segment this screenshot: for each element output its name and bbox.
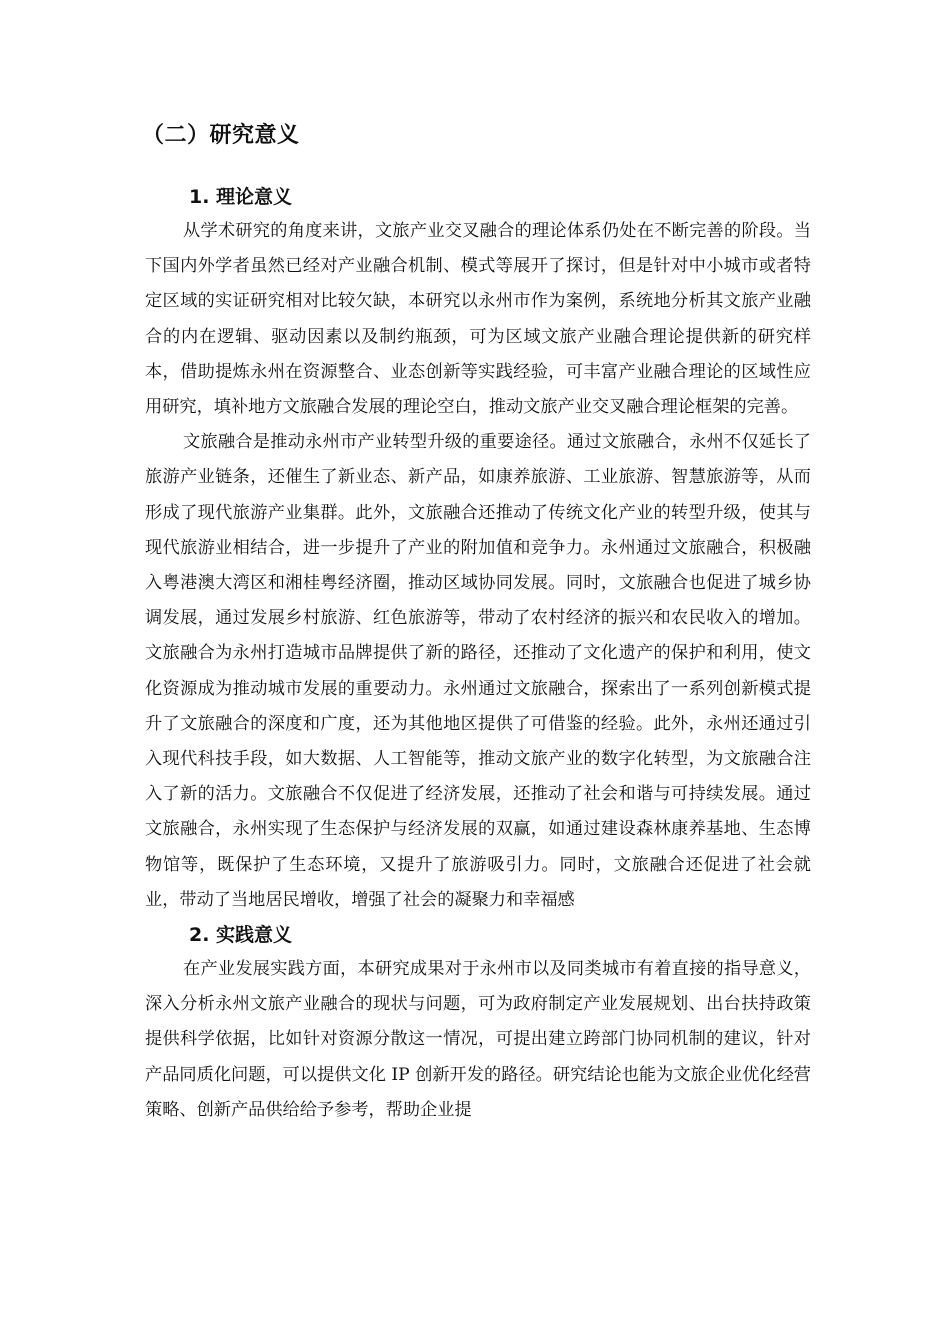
document-body xyxy=(142,114,811,1128)
paragraph-theoretical-1: 从学术研究的角度来讲，文旅产业交叉融合的理论体系仍处在不断完善的阶段。当下国内外学者虽然已经对产业融合机制、模式等展开了探讨，但是针对中小城市或者特定区域的实证研究相对比较欠缺，本研究以永州市作为案例，系统地分析其文旅产业融合的内在逻辑、驱动因素以及制约瓶颈，可为区域文旅产业融合理论提供新的研究样本，借助提炼永州在资源整合、业态创新等实践经验，可丰富产业融合理论的区域性应用研究，填补地方文旅融合发展的理论空白，推动文旅产业交叉融合理论框架的完善。 xyxy=(145,221,811,418)
paragraph-practical-1: 在产业发展实践方面，本研究成果对于永州市以及同类城市有着直接的指导意义，深入分析永州文旅产业融合的现状与问题，可为政府制定产业发展规划、出台扶持政策提供科学依据，比如针对资源分散这一情况，可提出建立跨部门协同机制的建议，针对产品同质化问题，可以提供文化 IP 创新开发的路径。研究结论也能为文旅企业优化经营策略、创新产品供给给予参考，帮助企业提 xyxy=(145,959,811,1120)
subsection-heading-practical: 2. 实践意义 xyxy=(189,924,293,947)
paragraph-theoretical-2: 文旅融合是推动永州市产业转型升级的重要途径。通过文旅融合，永州不仅延长了旅游产业链条，还催生了新业态、新产品，如康养旅游、工业旅游、智慧旅游等，从而形成了现代旅游产业集群。此外，文旅融合还推动了传统文化产业的转型升级，使其与现代旅游业相结合，进一步提升了产业的附加值和竞争力。永州通过文旅融合，积极融入粤港澳大湾区和湘桂粤经济圈，推动区域协同发展。同时，文旅融合也促进了城乡协调发展，通过发展乡村旅游、红色旅游等，带动了农村经济的振兴和农民收入的增加。文旅融合为永州打造城市品牌提供了新的路径，还推动了文化遗产的保护和利用，使文化资源成为推动城市发展的重要动力。永州通过文旅融合，探索出了一系列创新模式提升了文旅融合的深度和广度，还为其他地区提供了可借鉴的经验。此外，永州还通过引入现代科技手段，如大数据、人工智能等，推动文旅产业的数字化转型，为文旅融合注入了新的活力。文旅融合不仅促进了经济发展，还推动了社会和谐与可持续发展。通过文旅融合，永州实现了生态保护与经济发展的双赢，如通过建设森林康养基地、生态博物馆等，既保护了生态环境，又提升了旅游吸引力。同时，文旅融合还促进了社会就业，带动了当地居民增收，增强了社会的凝聚力和幸福感 xyxy=(145,432,811,910)
section-heading: （二）研究意义 xyxy=(142,123,300,148)
subsection-heading-theoretical: 1. 理论意义 xyxy=(189,186,293,208)
